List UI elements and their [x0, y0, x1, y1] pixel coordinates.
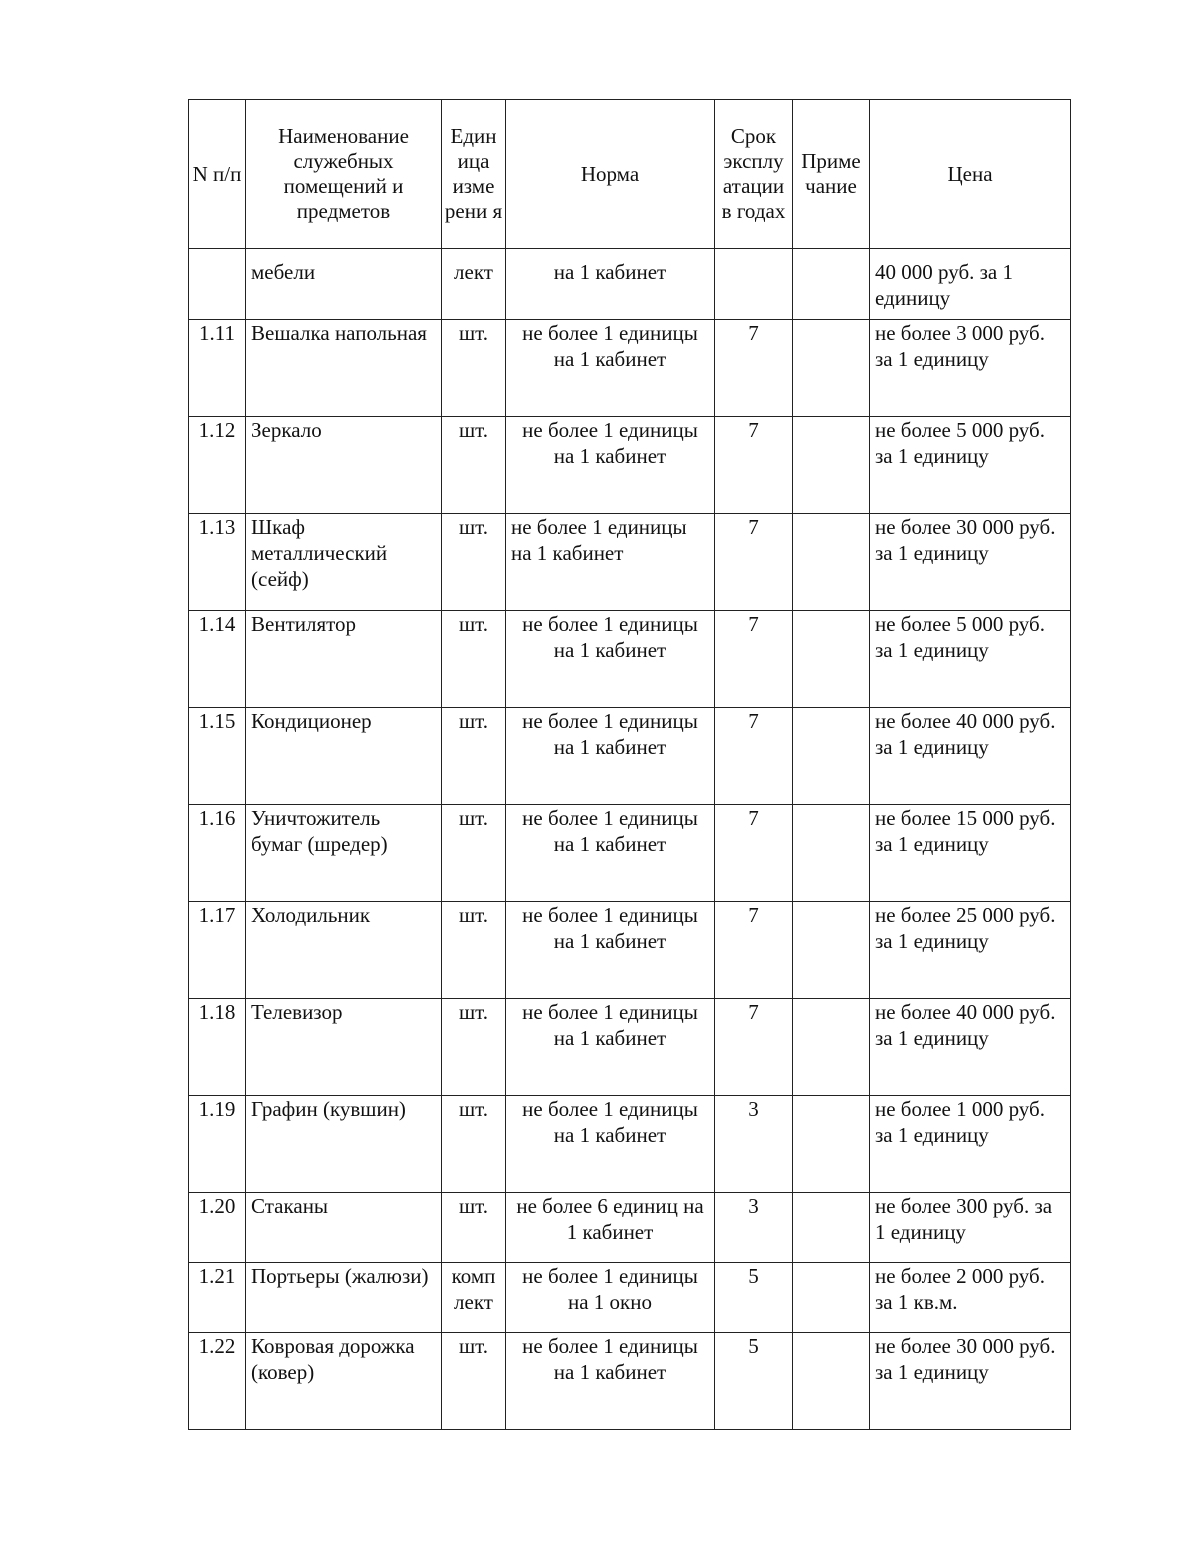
- table-row: [189, 1333, 1071, 1430]
- row-price: не более 30 000 руб. за 1 единицу: [870, 1333, 1071, 1430]
- row-unit: шт.: [442, 417, 506, 514]
- row-note: [793, 805, 870, 902]
- header-term: Срок эксплу атации в годах: [715, 100, 793, 249]
- row-term: 7: [715, 805, 793, 902]
- row-term: 7: [715, 902, 793, 999]
- table-row: [189, 708, 1071, 805]
- row-unit: шт.: [442, 1333, 506, 1430]
- row-name: Вешалка напольная: [246, 320, 442, 417]
- table-row: [189, 417, 1071, 514]
- table-row: [189, 249, 1071, 320]
- row-norm: не более 1 единицы на 1 кабинет: [506, 514, 715, 611]
- row-name: Портьеры (жалюзи): [246, 1263, 442, 1333]
- row-num: 1.20: [189, 1193, 246, 1263]
- row-num: 1.19: [189, 1096, 246, 1193]
- row-unit: шт.: [442, 320, 506, 417]
- row-price: не более 5 000 руб. за 1 единицу: [870, 417, 1071, 514]
- row-note: [793, 1193, 870, 1263]
- row-note: [793, 999, 870, 1096]
- row-norm: на 1 кабинет: [506, 249, 715, 320]
- row-name: Телевизор: [246, 999, 442, 1096]
- row-note: [793, 1333, 870, 1430]
- table-row: [189, 1193, 1071, 1263]
- row-num: 1.12: [189, 417, 246, 514]
- row-norm: не более 1 единицы на 1 окно: [506, 1263, 715, 1333]
- row-term: [715, 249, 793, 320]
- row-term: 5: [715, 1333, 793, 1430]
- row-unit: шт.: [442, 805, 506, 902]
- header-num: N п/п: [189, 100, 246, 249]
- row-num: 1.16: [189, 805, 246, 902]
- row-note: [793, 417, 870, 514]
- row-num: 1.14: [189, 611, 246, 708]
- row-term: 3: [715, 1193, 793, 1263]
- row-unit: шт.: [442, 1193, 506, 1263]
- row-name: Графин (кувшин): [246, 1096, 442, 1193]
- header-name: Наименование служебных помещений и предметов: [246, 100, 442, 249]
- row-norm: не более 1 единицы на 1 кабинет: [506, 320, 715, 417]
- row-num: 1.21: [189, 1263, 246, 1333]
- row-note: [793, 902, 870, 999]
- row-unit: шт.: [442, 999, 506, 1096]
- row-norm: не более 1 единицы на 1 кабинет: [506, 1096, 715, 1193]
- norms-table: [188, 99, 1071, 1430]
- row-name: Стаканы: [246, 1193, 442, 1263]
- table-row: [189, 902, 1071, 999]
- row-num: 1.13: [189, 514, 246, 611]
- row-price: не более 5 000 руб. за 1 единицу: [870, 611, 1071, 708]
- table-row: [189, 611, 1071, 708]
- header-note: Приме чание: [793, 100, 870, 249]
- row-term: 7: [715, 611, 793, 708]
- row-norm: не более 1 единицы на 1 кабинет: [506, 1333, 715, 1430]
- row-term: 7: [715, 320, 793, 417]
- row-name: Уничтожитель бумаг (шредер): [246, 805, 442, 902]
- row-name: Кондиционер: [246, 708, 442, 805]
- row-price: не более 25 000 руб. за 1 единицу: [870, 902, 1071, 999]
- row-unit: шт.: [442, 1096, 506, 1193]
- row-unit: шт.: [442, 514, 506, 611]
- header-row: [189, 100, 1071, 249]
- row-name: мебели: [246, 249, 442, 320]
- row-price: не более 30 000 руб. за 1 единицу: [870, 514, 1071, 611]
- row-norm: не более 1 единицы на 1 кабинет: [506, 417, 715, 514]
- row-name: Зеркало: [246, 417, 442, 514]
- row-norm: не более 1 единицы на 1 кабинет: [506, 611, 715, 708]
- row-note: [793, 249, 870, 320]
- row-name: Ковровая дорожка (ковер): [246, 1333, 442, 1430]
- row-unit: шт.: [442, 902, 506, 999]
- row-unit: лект: [442, 249, 506, 320]
- header-unit: Един ица изме рени я: [442, 100, 506, 249]
- row-num: 1.11: [189, 320, 246, 417]
- row-price: не более 40 000 руб. за 1 единицу: [870, 999, 1071, 1096]
- row-name: Шкаф металлический (сейф): [246, 514, 442, 611]
- row-note: [793, 611, 870, 708]
- row-price: не более 3 000 руб. за 1 единицу: [870, 320, 1071, 417]
- table-row: [189, 1263, 1071, 1333]
- header-norm: Норма: [506, 100, 715, 249]
- row-price: 40 000 руб. за 1 единицу: [870, 249, 1071, 320]
- row-unit: шт.: [442, 708, 506, 805]
- row-norm: не более 1 единицы на 1 кабинет: [506, 805, 715, 902]
- row-name: Холодильник: [246, 902, 442, 999]
- table-body: [189, 249, 1071, 1430]
- row-term: 5: [715, 1263, 793, 1333]
- row-norm: не более 1 единицы на 1 кабинет: [506, 902, 715, 999]
- row-num: 1.17: [189, 902, 246, 999]
- row-note: [793, 320, 870, 417]
- row-note: [793, 1263, 870, 1333]
- row-price: не более 40 000 руб. за 1 единицу: [870, 708, 1071, 805]
- row-num: [189, 249, 246, 320]
- row-price: не более 1 000 руб. за 1 единицу: [870, 1096, 1071, 1193]
- row-num: 1.15: [189, 708, 246, 805]
- row-term: 7: [715, 417, 793, 514]
- row-term: 3: [715, 1096, 793, 1193]
- row-term: 7: [715, 514, 793, 611]
- row-norm: не более 6 единиц на 1 кабинет: [506, 1193, 715, 1263]
- row-note: [793, 708, 870, 805]
- row-term: 7: [715, 708, 793, 805]
- table-row: [189, 320, 1071, 417]
- row-price: не более 2 000 руб. за 1 кв.м.: [870, 1263, 1071, 1333]
- row-price: не более 300 руб. за 1 единицу: [870, 1193, 1071, 1263]
- row-note: [793, 514, 870, 611]
- header-price: Цена: [870, 100, 1071, 249]
- table-row: [189, 1096, 1071, 1193]
- table-row: [189, 805, 1071, 902]
- row-num: 1.22: [189, 1333, 246, 1430]
- row-unit: шт.: [442, 611, 506, 708]
- table-row: [189, 999, 1071, 1096]
- row-name: Вентилятор: [246, 611, 442, 708]
- row-price: не более 15 000 руб. за 1 единицу: [870, 805, 1071, 902]
- row-note: [793, 1096, 870, 1193]
- row-num: 1.18: [189, 999, 246, 1096]
- table-row: [189, 514, 1071, 611]
- row-term: 7: [715, 999, 793, 1096]
- row-norm: не более 1 единицы на 1 кабинет: [506, 708, 715, 805]
- row-norm: не более 1 единицы на 1 кабинет: [506, 999, 715, 1096]
- row-unit: комп лект: [442, 1263, 506, 1333]
